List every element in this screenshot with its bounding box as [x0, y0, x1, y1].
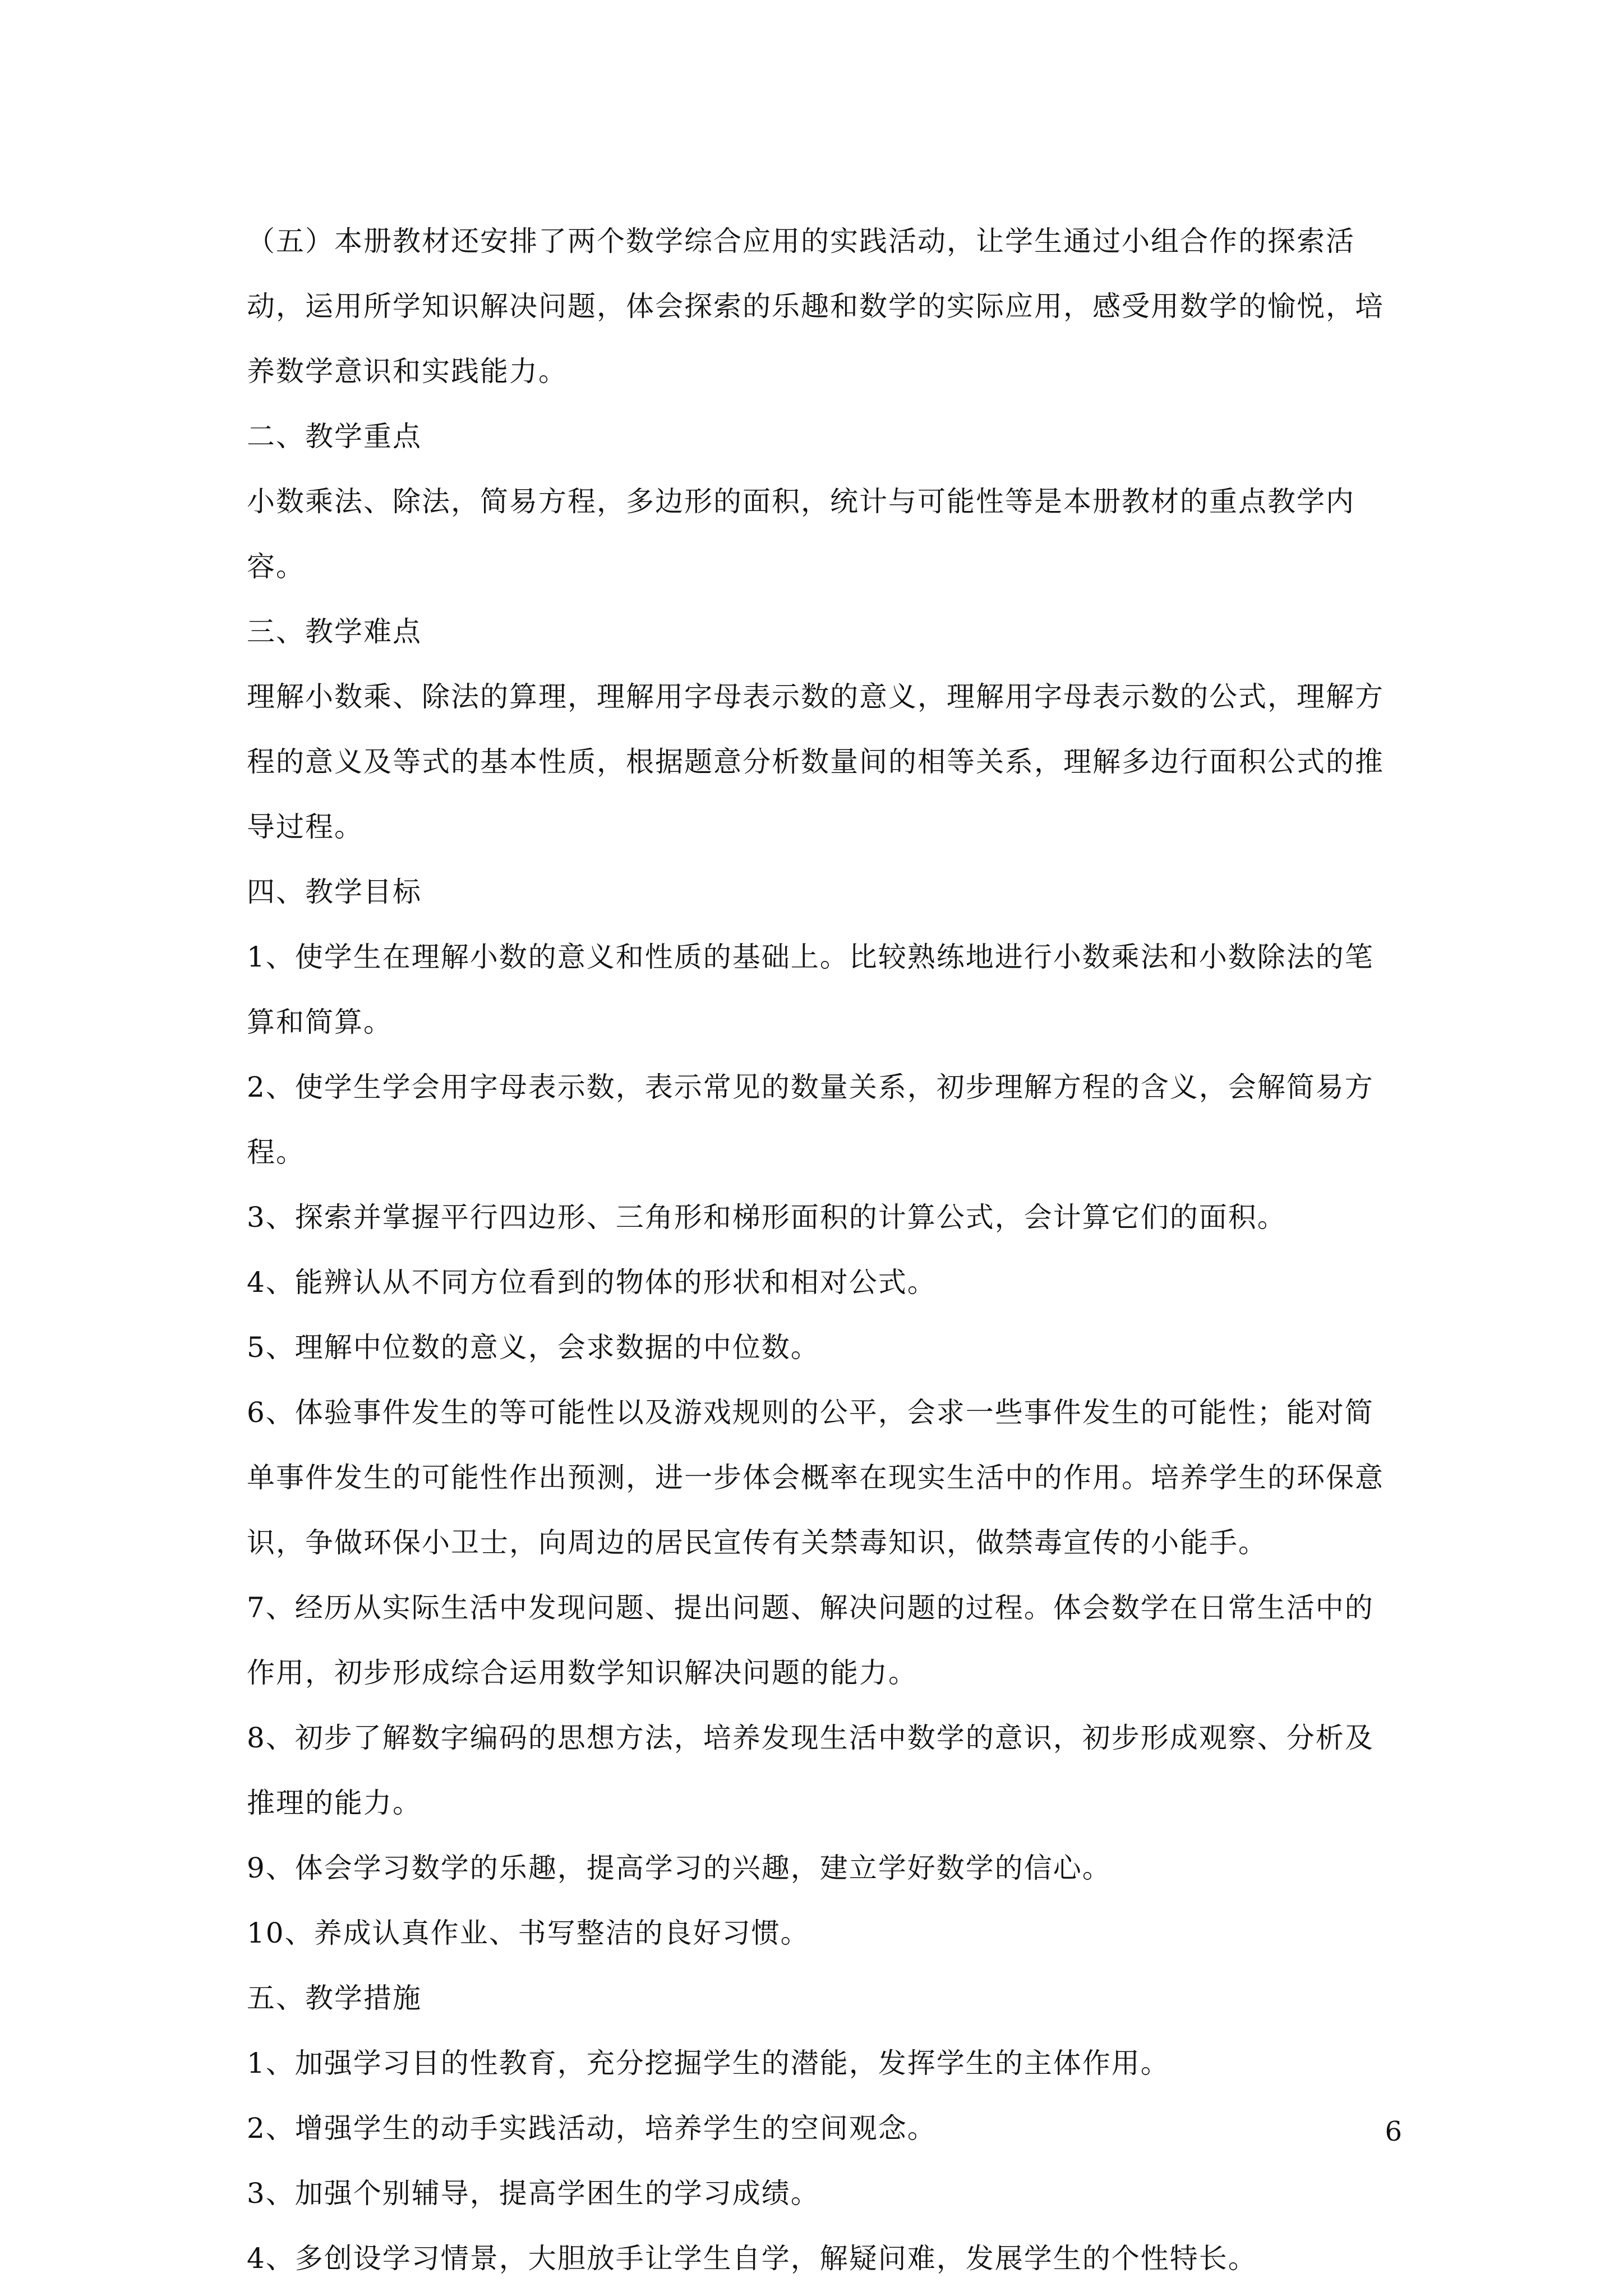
goal-item-8: 8、初步了解数字编码的思想方法，培养发现生活中数学的意识，初步形成观察、分析及推理的能力。	[247, 1722, 1374, 1819]
goal-item-7: 7、经历从实际生活中发现问题、提出问题、解决问题的过程。体会数学在日常生活中的作用，初步形成综合运用数学知识解决问题的能力。	[247, 1591, 1374, 1689]
measure-item-3: 3、加强个别辅导，提高学困生的学习成绩。	[247, 2177, 820, 2210]
measure-item-2: 2、增强学生的动手实践活动，培养学生的空间观念。	[247, 2112, 937, 2145]
document-body	[247, 209, 1402, 2291]
heading-teaching-goals: 四、教学目标	[247, 876, 422, 908]
paragraph-teaching-focus: 小数乘法、除法，简易方程，多边形的面积，统计与可能性等是本册教材的重点教学内容。	[247, 485, 1355, 583]
goal-item-3: 3、探索并掌握平行四边形、三角形和梯形面积的计算公式，会计算它们的面积。	[247, 1201, 1287, 1234]
goal-item-5: 5、理解中位数的意义，会求数据的中位数。	[247, 1331, 820, 1364]
heading-teaching-focus: 二、教学重点	[247, 420, 422, 453]
goal-item-10: 10、养成认真作业、书写整洁的良好习惯。	[247, 1917, 810, 1949]
paragraph-teaching-difficulties: 理解小数乘、除法的算理，理解用字母表示数的意义，理解用字母表示数的公式，理解方程的意义及等式的基本性质，根据题意分析数量间的相等关系，理解多边行面积公式的推导过程。	[247, 680, 1384, 843]
goal-item-4: 4、能辨认从不同方位看到的物体的形状和相对公式。	[247, 1266, 937, 1299]
page-number: 6	[1385, 2116, 1402, 2147]
measure-item-4: 4、多创设学习情景，大胆放手让学生自学，解疑问难，发展学生的个性特长。	[247, 2242, 1257, 2275]
goal-item-1: 1、使学生在理解小数的意义和性质的基础上。比较熟练地进行小数乘法和小数除法的笔算和简算。	[247, 941, 1374, 1038]
goal-item-2: 2、使学生学会用字母表示数，表示常见的数量关系，初步理解方程的含义，会解简易方程。	[247, 1071, 1374, 1168]
paragraph-practice-activities: （五）本册教材还安排了两个数学综合应用的实践活动，让学生通过小组合作的探索活动，运用所学知识解决问题，体会探索的乐趣和数学的实际应用，感受用数学的愉悦，培养数学意识和实践能力。	[247, 225, 1384, 388]
goal-item-9: 9、体会学习数学的乐趣，提高学习的兴趣，建立学好数学的信心。	[247, 1852, 1112, 1884]
goal-item-6: 6、体验事件发生的等可能性以及游戏规则的公平，会求一些事件发生的可能性；能对简单事件发生的可能性作出预测，进一步体会概率在现实生活中的作用。培养学生的环保意识，争做环保小卫士，向周边的居民宣传有关禁毒知识，做禁毒宣传的小能手。	[247, 1396, 1384, 1559]
heading-teaching-measures: 五、教学措施	[247, 1982, 422, 2014]
heading-teaching-difficulties: 三、教学难点	[247, 615, 422, 648]
measure-item-1: 1、加强学习目的性教育，充分挖掘学生的潜能，发挥学生的主体作用。	[247, 2047, 1170, 2079]
